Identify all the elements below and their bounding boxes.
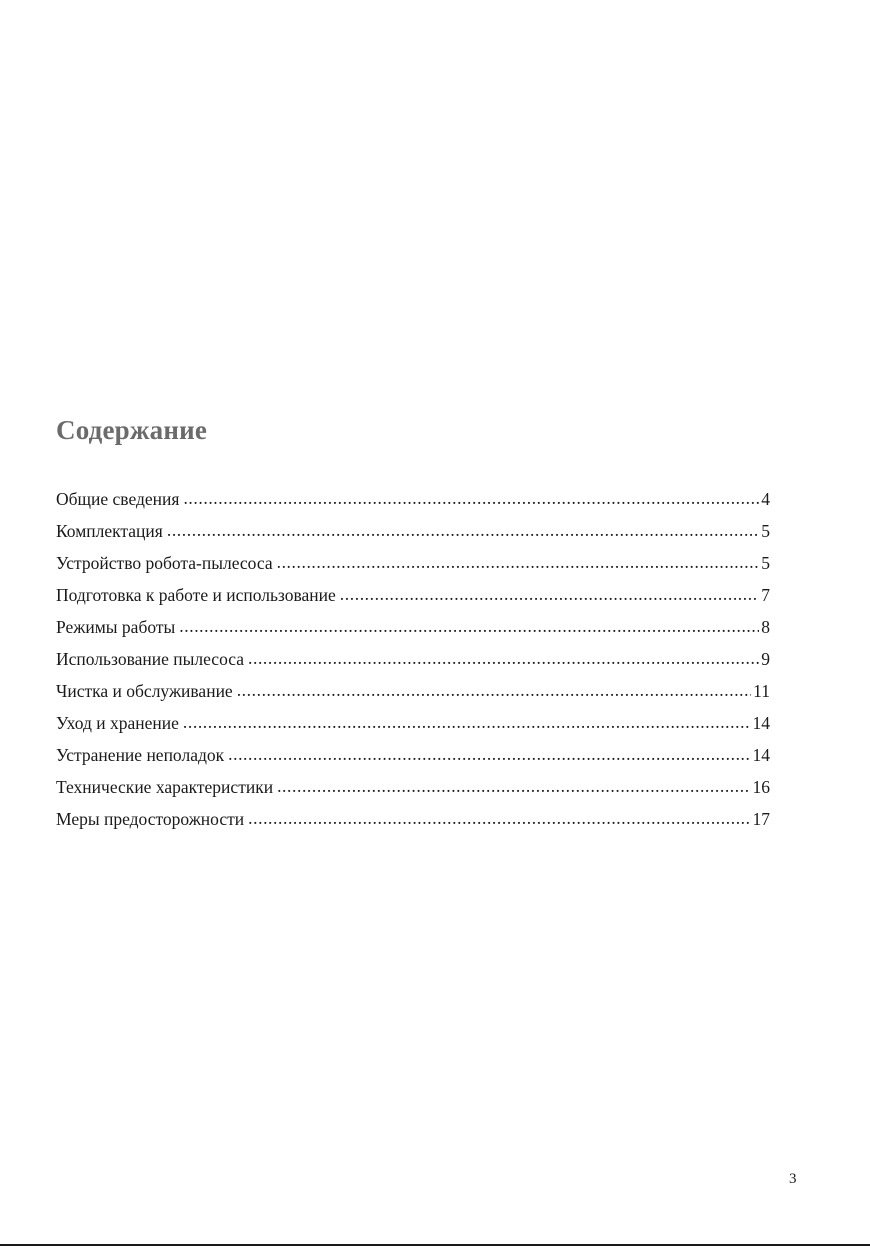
toc-entry-label: Чистка и обслуживание — [56, 681, 233, 701]
toc-entry-page: 11 — [753, 681, 770, 701]
toc-entry-page: 14 — [752, 745, 770, 765]
toc-entry-page: 14 — [752, 713, 770, 733]
toc-entry-page: 17 — [752, 809, 770, 829]
toc-entry-page: 5 — [761, 553, 770, 573]
dot-leader — [277, 773, 750, 799]
table-of-contents — [56, 486, 770, 838]
toc-entry-label: Подготовка к работе и использование — [56, 585, 336, 605]
toc-entry-general-info[interactable] — [56, 486, 770, 518]
dot-leader — [340, 581, 759, 607]
dot-leader — [183, 485, 759, 511]
dot-leader — [228, 741, 750, 767]
page-title: Содержание — [56, 415, 208, 445]
toc-entry-specifications[interactable] — [56, 774, 770, 806]
toc-entry-page: 16 — [752, 777, 770, 797]
toc-entry-care-storage[interactable] — [56, 710, 770, 742]
toc-entry-page: 9 — [761, 649, 770, 669]
toc-entry-safety-precautions[interactable] — [56, 806, 770, 838]
toc-entry-label: Устройство робота-пылесоса — [56, 553, 273, 573]
toc-entry-page: 4 — [761, 489, 770, 509]
dot-leader — [167, 517, 759, 543]
toc-entry-operating-modes[interactable] — [56, 614, 770, 646]
dot-leader — [277, 549, 760, 575]
toc-entry-device-structure[interactable] — [56, 550, 770, 582]
toc-entry-label: Уход и хранение — [56, 713, 179, 733]
dot-leader — [248, 645, 759, 671]
toc-entry-preparation-and-use[interactable] — [56, 582, 770, 614]
bottom-divider — [0, 1244, 870, 1246]
toc-entry-label: Использование пылесоса — [56, 649, 244, 669]
dot-leader — [179, 613, 759, 639]
toc-entry-label: Общие сведения — [56, 489, 180, 509]
toc-entry-troubleshooting[interactable] — [56, 742, 770, 774]
toc-entry-label: Комплектация — [56, 521, 163, 541]
dot-leader — [248, 805, 750, 831]
dot-leader — [183, 709, 751, 735]
dot-leader — [237, 677, 751, 703]
toc-entry-label: Меры предосторожности — [56, 809, 245, 829]
toc-entry-page: 7 — [761, 585, 770, 605]
toc-entry-vacuum-usage[interactable] — [56, 646, 770, 678]
toc-entry-label: Режимы работы — [56, 617, 176, 637]
toc-entry-page: 5 — [761, 521, 770, 541]
toc-entry-page: 8 — [761, 617, 770, 637]
toc-entry-label: Устранение неполадок — [56, 745, 225, 765]
page-number: 3 — [789, 1171, 797, 1187]
toc-entry-label: Технические характеристики — [56, 777, 274, 797]
toc-entry-package-contents[interactable] — [56, 518, 770, 550]
toc-entry-cleaning-maintenance[interactable] — [56, 678, 770, 710]
